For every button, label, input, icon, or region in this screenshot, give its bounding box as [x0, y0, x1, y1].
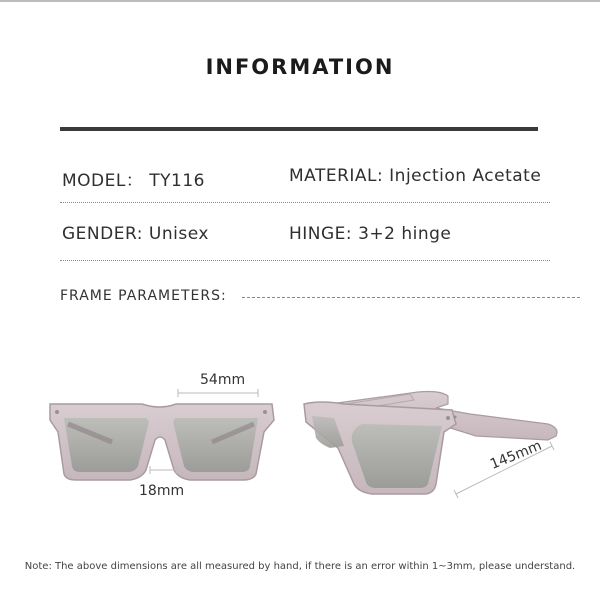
gender-value: Unisex [148, 224, 209, 244]
frame-parameters-label: FRAME PARAMETERS: [60, 288, 227, 304]
measurement-note: Note: The above dimensions are all measured by hand, if there is an error within 1~3mm, please understand. [24, 561, 576, 572]
material-value: Injection Acetate [389, 166, 542, 186]
side-lens [352, 424, 442, 488]
hinge-value: 3+2 hinge [358, 224, 452, 244]
page-title: INFORMATION [205, 55, 395, 79]
lens-width-label: 54mm [200, 372, 246, 388]
model-value: TY116 [149, 171, 205, 191]
hinge-label: HINGE: [289, 224, 353, 244]
temple-length-label: 145mm [488, 437, 545, 473]
bridge-label: 18mm [139, 483, 185, 499]
model-label: MODEL： [62, 171, 144, 191]
gender-label: GENDER: [62, 224, 143, 244]
material-label: MATERIAL: [289, 166, 384, 186]
